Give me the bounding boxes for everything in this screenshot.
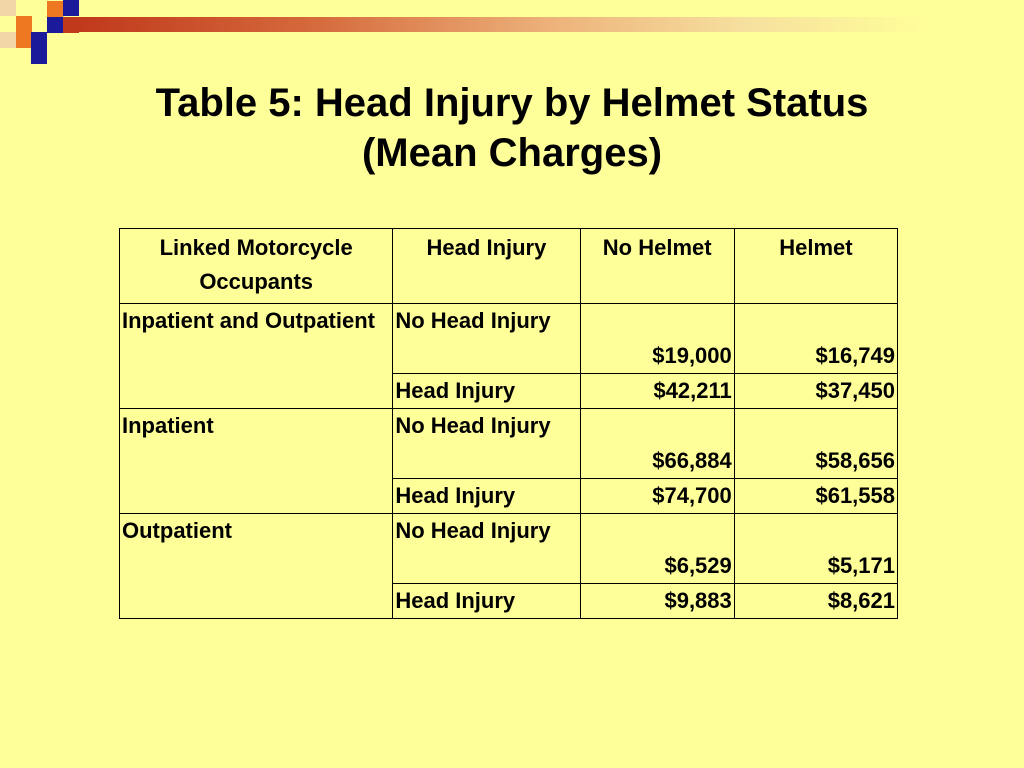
category-cell: Outpatient (120, 514, 393, 619)
header-occupants: Linked Motorcycle Occupants (120, 229, 393, 304)
helmet-value: $61,558 (734, 479, 897, 514)
no-helmet-value: $42,211 (580, 374, 734, 409)
header-no-helmet: No Helmet (580, 229, 734, 304)
helmet-value: $8,621 (734, 584, 897, 619)
injury-cell: No Head Injury (393, 514, 580, 584)
decor-square (47, 1, 63, 17)
header-helmet: Helmet (734, 229, 897, 304)
table-row (120, 304, 898, 374)
helmet-value: $58,656 (734, 409, 897, 479)
injury-cell: Head Injury (393, 584, 580, 619)
decor-square (0, 0, 16, 16)
slide-title-line1: Table 5: Head Injury by Helmet Status (155, 81, 869, 125)
no-helmet-value: $66,884 (580, 409, 734, 479)
injury-cell: Head Injury (393, 479, 580, 514)
injury-cell: No Head Injury (393, 409, 580, 479)
category-cell: Inpatient and Outpatient (120, 304, 393, 409)
slide-title-line2: (Mean Charges) (361, 131, 663, 175)
decor-square (63, 0, 79, 16)
decor-square (47, 17, 63, 33)
injury-cell: No Head Injury (393, 304, 580, 374)
table-header-row (120, 229, 898, 304)
no-helmet-value: $74,700 (580, 479, 734, 514)
table-row (120, 409, 898, 479)
decor-square (16, 32, 32, 48)
decor-square (63, 17, 79, 33)
header-gradient-bar (78, 17, 1024, 32)
no-helmet-value: $6,529 (580, 514, 734, 584)
no-helmet-value: $19,000 (580, 304, 734, 374)
helmet-value: $37,450 (734, 374, 897, 409)
helmet-value: $16,749 (734, 304, 897, 374)
decor-square (31, 48, 47, 64)
decor-square (16, 16, 32, 32)
decor-square (0, 32, 16, 48)
injury-cell: Head Injury (393, 374, 580, 409)
mean-charges-table (119, 228, 898, 619)
helmet-value: $5,171 (734, 514, 897, 584)
header-head-injury: Head Injury (393, 229, 580, 304)
decor-square (31, 32, 47, 48)
table-row (120, 514, 898, 584)
category-cell: Inpatient (120, 409, 393, 514)
slide-title (0, 78, 1024, 178)
no-helmet-value: $9,883 (580, 584, 734, 619)
